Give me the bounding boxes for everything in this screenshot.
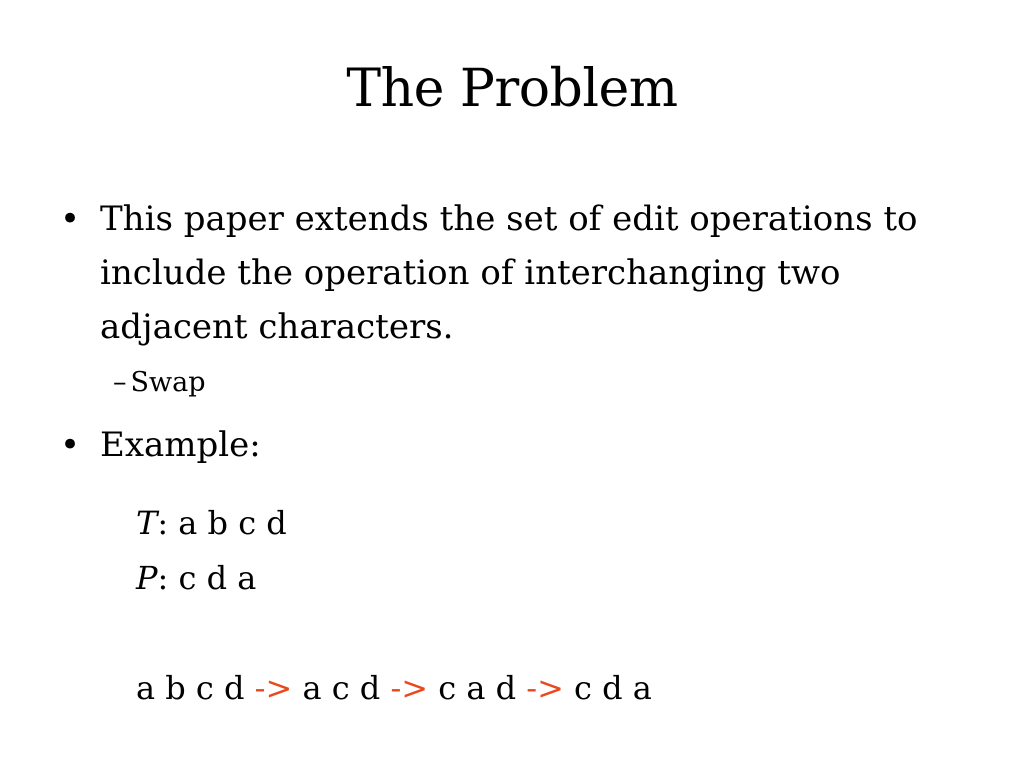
bullet-item-2: [60, 418, 261, 472]
bullet-dot: •: [60, 199, 81, 239]
sub-bullet-text: Swap: [130, 367, 206, 398]
swap-sequence: [136, 665, 652, 711]
pattern-variable: P: [136, 559, 158, 597]
sequence-string: c a d: [428, 669, 527, 707]
sequence-string: c d a: [563, 669, 652, 707]
sequence-string: a b c d: [136, 669, 255, 707]
example-pattern-line: [136, 555, 256, 601]
sub-bullet-swap: [113, 362, 206, 404]
arrow-symbol: ->: [526, 669, 564, 707]
sequence-string: a c d: [292, 669, 391, 707]
bullet-item-1: [60, 192, 960, 354]
bullet-dot: •: [60, 425, 81, 465]
example-text-line: [136, 500, 287, 546]
bullet-text-1: This paper extends the set of edit operations to include the operation of interchanging two adjacent characters.: [100, 199, 918, 347]
bullet-text-2: Example:: [100, 425, 261, 465]
arrow-symbol: ->: [390, 669, 429, 707]
arrow-symbol: ->: [254, 669, 293, 707]
text-value: : a b c d: [157, 504, 287, 542]
sub-bullet-dash: –: [113, 367, 127, 398]
text-variable: T: [136, 504, 158, 542]
pattern-value: : c d a: [157, 559, 257, 597]
slide-title: The Problem: [346, 59, 678, 119]
